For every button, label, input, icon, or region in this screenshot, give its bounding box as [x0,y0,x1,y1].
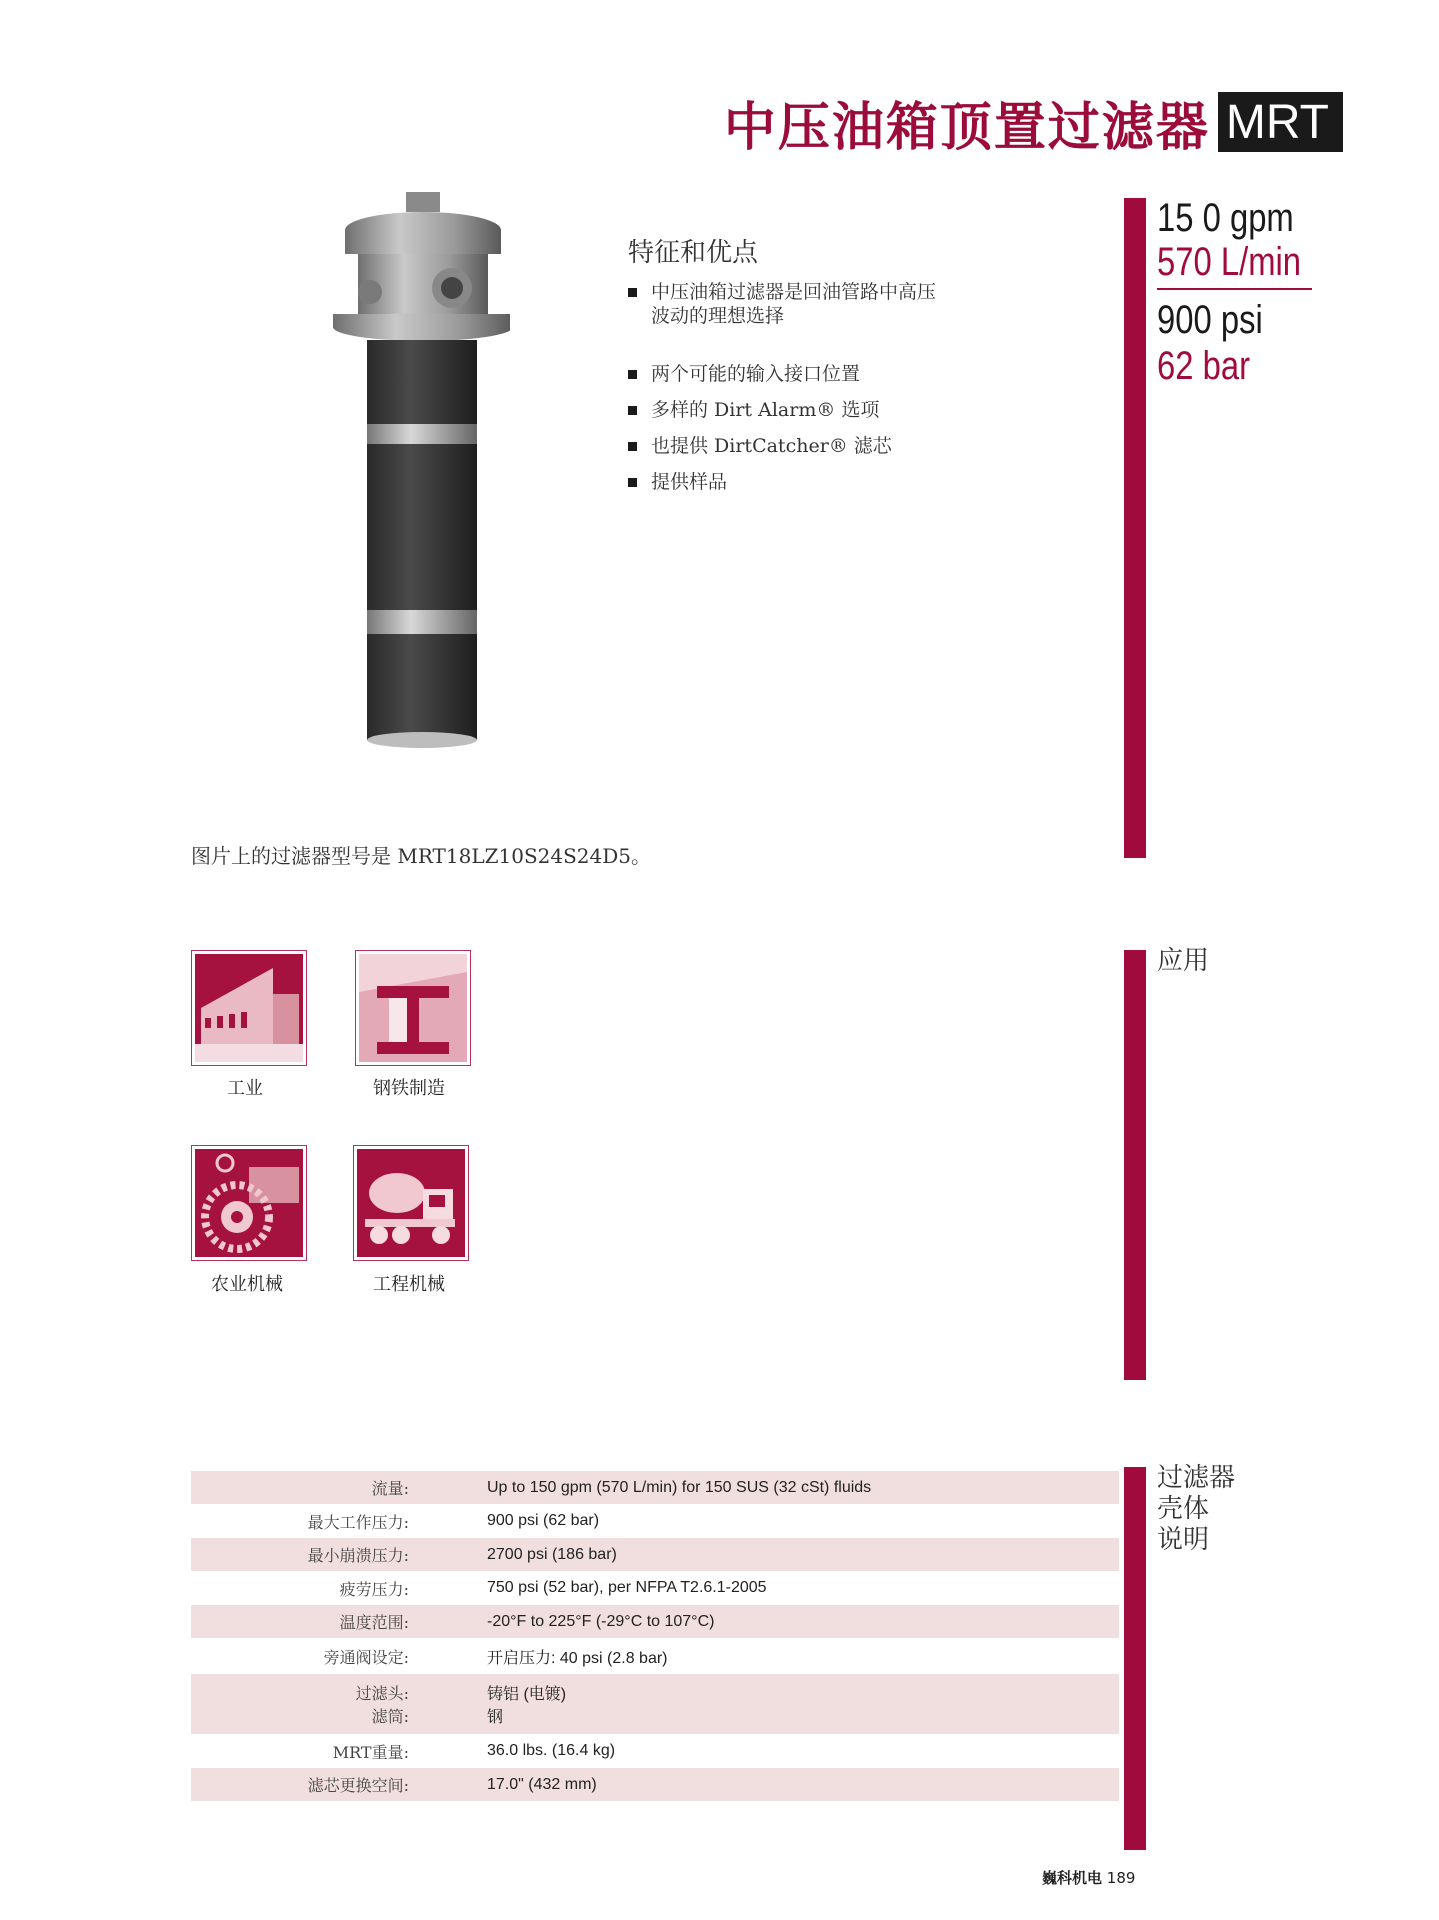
page-header [723,92,1343,158]
table-row: 疲劳压力: 750 psi (52 bar), per NFPA T2.6.1-2005 [339,1579,767,1599]
accent-bar-housing [1124,1467,1146,1850]
table-row: 流量: Up to 150 gpm (570 L/min) for 150 SUS (32 cSt) fluids [191,1471,1119,1504]
feature-item: 也提供 DirtCatcher® 滤芯 [628,434,951,458]
cement-truck-icon [353,1145,469,1261]
spec-divider [1157,288,1312,290]
pressure-psi: 900 psi [1157,298,1263,342]
accent-bar-applications [1124,950,1146,1380]
housing-title: 过滤器 壳体 说明 [1157,1463,1236,1555]
app-label-construction: 工程机械 [373,1274,445,1295]
flow-lmin: 570 L/min [1157,240,1302,284]
filter-product-image [330,192,510,752]
app-label-agriculture: 农业机械 [211,1274,283,1295]
tractor-icon [191,1145,307,1261]
image-caption: 图片上的过滤器型号是 MRT18LZ10S24S24D5。 [191,844,652,868]
table-row: MRT重量: 36.0 lbs. (16.4 kg) [332,1742,616,1762]
table-row: 最小崩溃压力: 2700 psi (186 bar) [191,1538,1119,1571]
bullet-icon [628,442,637,451]
accent-bar-specs [1124,198,1146,858]
industrial-building-icon [191,950,307,1066]
bullet-icon [628,370,637,379]
pressure-bar: 62 bar [1157,344,1251,388]
feature-item: 提供样品 [628,470,951,494]
bullet-icon [628,478,637,487]
model-tag: MRT [1218,92,1343,152]
applications-title: 应用 [1157,946,1210,976]
app-label-industrial: 工业 [227,1078,263,1099]
app-label-steel: 钢铁制造 [373,1078,445,1099]
feature-item: 两个可能的输入接口位置 [628,362,951,386]
footer-brand: 巍科机电 [1042,1869,1103,1887]
feature-item: 多样的 Dirt Alarm® 选项 [628,398,951,422]
feature-item: 中压油箱过滤器是回油管路中高压波动的理想选择 [628,280,951,328]
table-row: 过滤头: 滤筒: 铸铝 (电镀) 钢 [191,1674,1119,1734]
table-row: 滤芯更换空间: 17.0" (432 mm) [191,1768,1119,1801]
housing-spec-table [191,1471,1119,1801]
bullet-icon [628,288,637,297]
bullet-icon [628,406,637,415]
page-footer [1042,1867,1135,1888]
page-title: 中压油箱顶置过滤器 [723,97,1210,158]
table-row: 温度范围: -20°F to 225°F (-29°C to 107°C) [191,1605,1119,1638]
page-number: 189 [1106,1869,1136,1887]
flow-gpm: 15 0 gpm [1157,196,1294,240]
features-title: 特征和优点 [628,238,759,268]
steel-beam-icon [355,950,471,1066]
table-row: 最大工作压力: 900 psi (62 bar) [307,1512,600,1532]
table-row: 旁通阀设定: 开启压力: 40 psi (2.8 bar) [323,1647,668,1667]
